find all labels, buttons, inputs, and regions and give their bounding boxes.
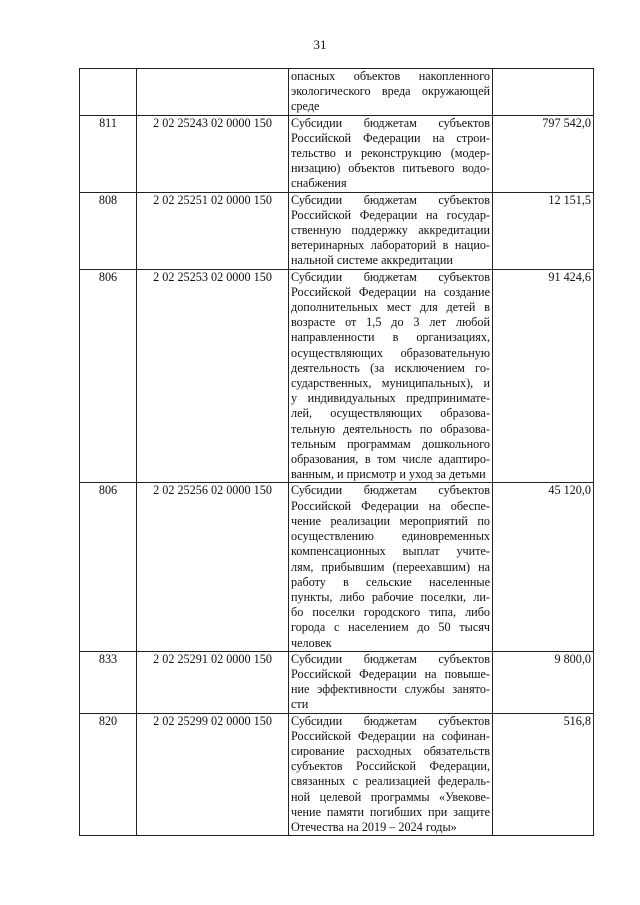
description-line: ванным, и присмотр и уход за детьми: [291, 467, 486, 482]
amount-cell: 516,8: [493, 713, 594, 836]
description-line: лям, прибывшим (переехавшим) на: [291, 559, 490, 574]
description-line: осуществлению единовременных: [291, 529, 490, 544]
budget-code-cell: 2 02 25251 02 0000 150: [137, 192, 289, 269]
description-line: Субсидии бюджетам субъектов: [291, 192, 490, 207]
amount-cell: 12 151,5: [493, 192, 594, 269]
description-line: у индивидуальных предпринимате-: [291, 391, 490, 406]
description-line: сударственных, муниципальных), и: [291, 376, 490, 391]
description-line: сирование расходных обязательств: [291, 743, 490, 758]
description-line: направленности в организациях,: [291, 330, 490, 345]
description-line: деятельность (за исключением го-: [291, 360, 490, 375]
description-line: низацию) объектов питьевого водо-: [291, 161, 490, 176]
admin-code-cell: 820: [80, 713, 137, 836]
table-row: [80, 269, 594, 483]
description-line: среде: [291, 99, 320, 114]
description-line: тельную деятельность по образова-: [291, 421, 490, 436]
description-line: сти: [291, 697, 309, 712]
description-line: образования, в том числе адаптиро-: [291, 452, 490, 467]
table-row: [80, 115, 594, 192]
description-line: Субсидии бюджетам субъектов: [291, 483, 490, 498]
description-line: связанных с реализацией федераль-: [291, 774, 490, 789]
budget-code-cell: 2 02 25256 02 0000 150: [137, 483, 289, 651]
description-line: Российской Федерации на обеспе-: [291, 498, 490, 513]
description-line: опасных объектов накопленного: [291, 69, 490, 83]
description-line: ственную поддержку аккредитации: [291, 223, 490, 238]
description-line: субъектов Российской Федерации,: [291, 759, 490, 774]
description-line: Российской Федерации на повыше-: [291, 666, 490, 681]
description-line: снабжения: [291, 176, 347, 191]
table-row: [80, 483, 594, 651]
description-line: чение реализации мероприятий по: [291, 513, 490, 528]
description-cell: [289, 651, 493, 713]
description-cell: [289, 269, 493, 483]
table-body: [80, 69, 594, 836]
amount-cell: 9 800,0: [493, 651, 594, 713]
description-cell: [289, 69, 493, 116]
budget-code-cell: 2 02 25299 02 0000 150: [137, 713, 289, 836]
description-line: Российской Федерации на государ-: [291, 207, 490, 222]
description-line: ной целевой программы «Увекове-: [291, 789, 490, 804]
budget-code-cell: [137, 69, 289, 116]
table-row: [80, 69, 594, 116]
description-cell: [289, 713, 493, 836]
admin-code-cell: 806: [80, 483, 137, 651]
description-line: чение памяти погибших при защите: [291, 804, 490, 819]
description-line: работу в сельские населенные: [291, 574, 490, 589]
description-line: лей, осуществляющих образова-: [291, 406, 490, 421]
table-row: [80, 713, 594, 836]
description-line: Отечества на 2019 – 2024 годы»: [291, 819, 457, 834]
admin-code-cell: 806: [80, 269, 137, 483]
budget-table: [79, 68, 594, 836]
description-line: бо поселки городского типа, либо: [291, 605, 490, 620]
description-line: осуществляющих образовательную: [291, 345, 490, 360]
description-line: Субсидии бюджетам субъектов: [291, 269, 490, 284]
description-line: ветеринарных лабораторий в нацио-: [291, 238, 490, 253]
description-line: человек: [291, 635, 332, 650]
description-cell: [289, 192, 493, 269]
description-line: компенсационных выплат учите-: [291, 544, 490, 559]
admin-code-cell: [80, 69, 137, 116]
amount-cell: 91 424,6: [493, 269, 594, 483]
description-line: Российской Федерации на софинан-: [291, 728, 490, 743]
description-cell: [289, 483, 493, 651]
amount-cell: 45 120,0: [493, 483, 594, 651]
description-line: Российской Федерации на создание: [291, 284, 490, 299]
budget-code-cell: 2 02 25291 02 0000 150: [137, 651, 289, 713]
description-line: Субсидии бюджетам субъектов: [291, 713, 490, 728]
page-number: 31: [313, 37, 327, 52]
description-line: нальной системе аккредитации: [291, 253, 453, 268]
description-line: тельство и реконструкцию (модер-: [291, 146, 490, 161]
description-line: пункты, либо рабочие поселки, ли-: [291, 589, 490, 604]
admin-code-cell: 811: [80, 115, 137, 192]
description-cell: [289, 115, 493, 192]
amount-cell: 797 542,0: [493, 115, 594, 192]
budget-code-cell: 2 02 25253 02 0000 150: [137, 269, 289, 483]
description-line: города с населением до 50 тысяч: [291, 620, 490, 635]
description-line: экологического вреда окружающей: [291, 84, 490, 99]
budget-code-cell: 2 02 25243 02 0000 150: [137, 115, 289, 192]
table-row: [80, 651, 594, 713]
description-line: Субсидии бюджетам субъектов: [291, 115, 490, 130]
description-line: дополнительных мест для детей в: [291, 300, 490, 315]
description-line: тельным программам дошкольного: [291, 436, 490, 451]
description-line: возрасте от 1,5 до 3 лет любой: [291, 315, 490, 330]
description-line: Субсидии бюджетам субъектов: [291, 651, 490, 666]
admin-code-cell: 808: [80, 192, 137, 269]
description-line: Российской Федерации на строи-: [291, 130, 490, 145]
amount-cell: [493, 69, 594, 116]
table-row: [80, 192, 594, 269]
description-line: ние эффективности службы занято-: [291, 682, 490, 697]
admin-code-cell: 833: [80, 651, 137, 713]
